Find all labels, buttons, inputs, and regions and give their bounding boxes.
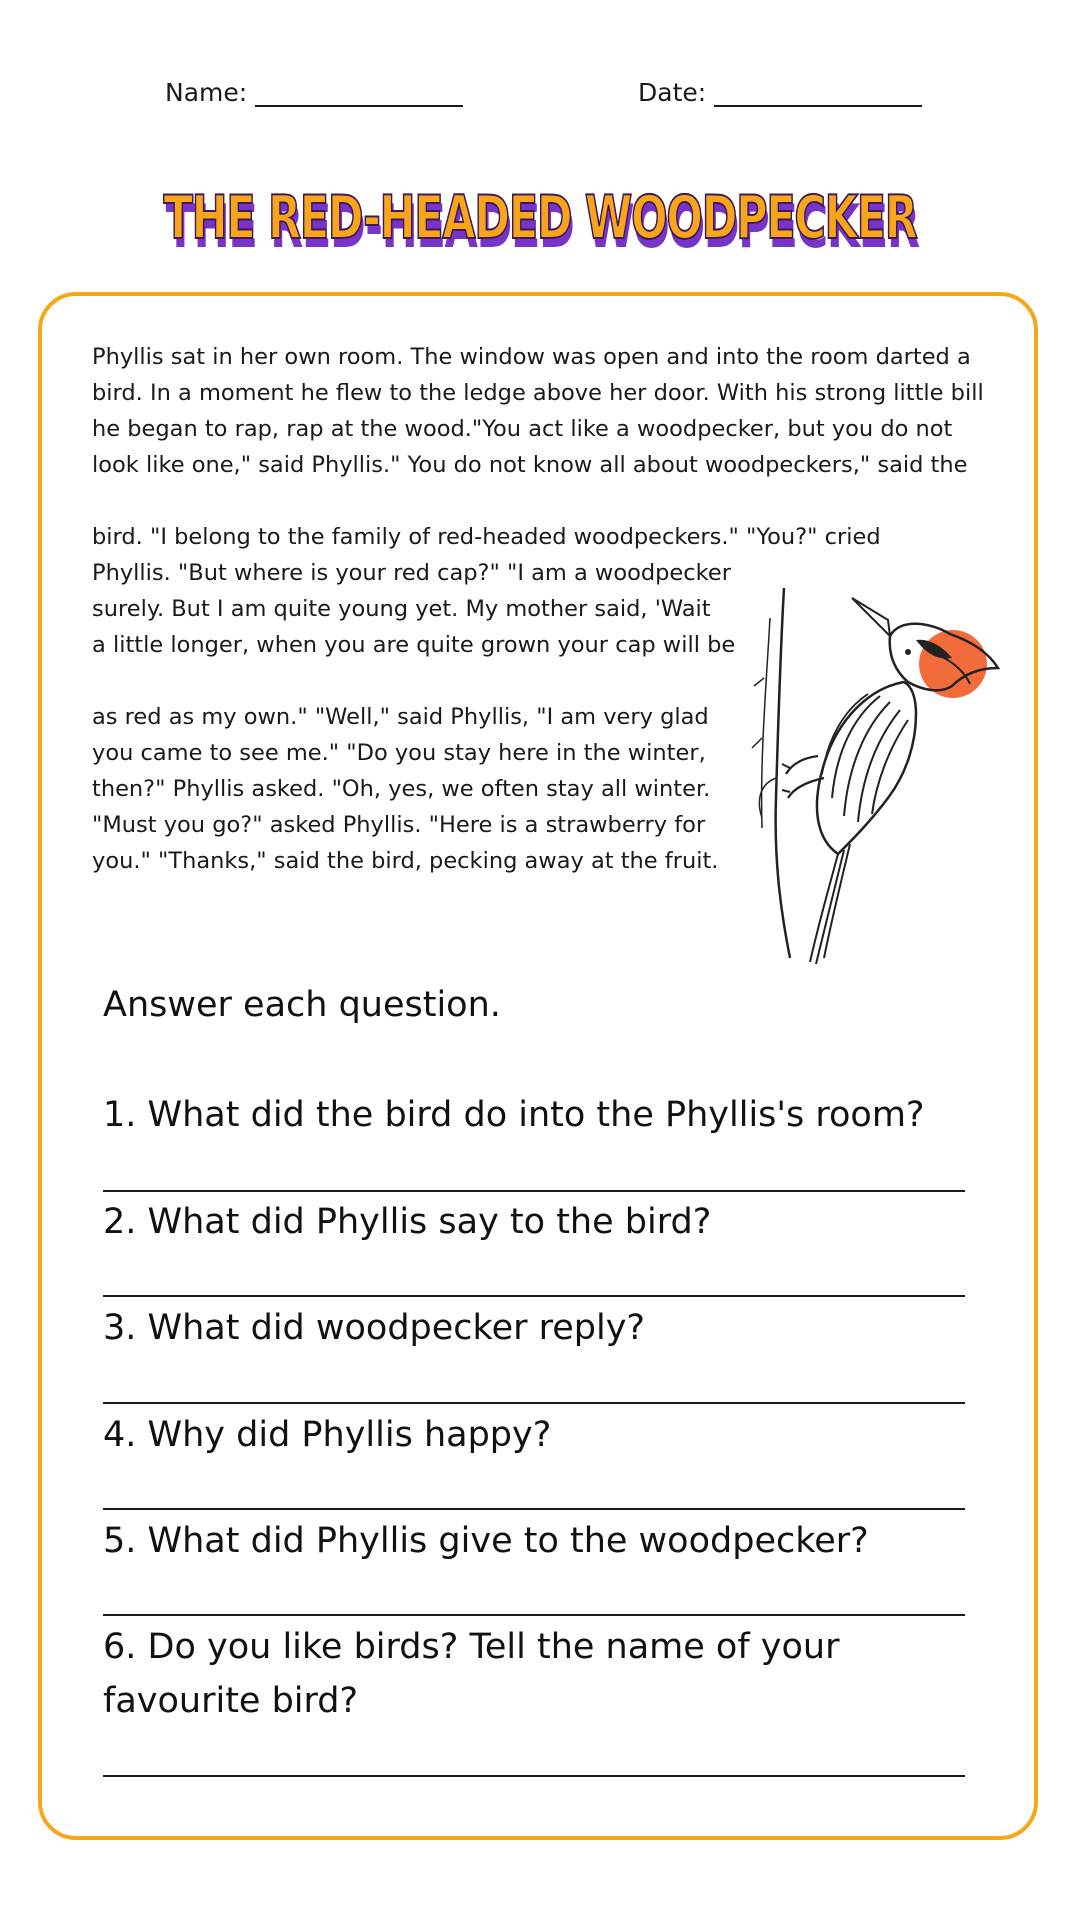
date-blank[interactable] bbox=[714, 79, 922, 107]
passage-paragraph-3 bbox=[92, 699, 718, 879]
date-label: Date: bbox=[638, 78, 707, 107]
date-field[interactable] bbox=[638, 78, 922, 107]
passage-line: bird. In a moment he flew to the ledge above her door. With his strong little bill bbox=[92, 380, 984, 406]
question-1: 1. What did the bird do into the Phyllis's room? bbox=[103, 1095, 925, 1135]
passage-line: as red as my own." "Well," said Phyllis, "I am very glad bbox=[92, 704, 709, 730]
question-2: 2. What did Phyllis say to the bird? bbox=[103, 1202, 712, 1242]
passage-line: then?" Phyllis asked. "Oh, yes, we often stay all winter. bbox=[92, 776, 711, 802]
worksheet-title: THE RED-HEADED WOODPECKER bbox=[163, 183, 917, 253]
passage-line: Phyllis sat in her own room. The window was open and into the room darted a bbox=[92, 344, 971, 370]
passage-line: a little longer, when you are quite grown your cap will be bbox=[92, 632, 736, 658]
woodpecker-icon bbox=[740, 578, 1010, 968]
answer-line-1[interactable] bbox=[103, 1190, 965, 1192]
passage-line: you came to see me." "Do you stay here in the winter, bbox=[92, 740, 706, 766]
passage-line: Phyllis. "But where is your red cap?" "I am a woodpecker bbox=[92, 560, 731, 586]
answer-line-4[interactable] bbox=[103, 1508, 965, 1510]
passage-line: "Must you go?" asked Phyllis. "Here is a strawberry for bbox=[92, 812, 706, 838]
question-4: 4. Why did Phyllis happy? bbox=[103, 1415, 552, 1455]
passage-line: look like one," said Phyllis." You do not know all about woodpeckers," said the bbox=[92, 452, 968, 478]
question-5: 5. What did Phyllis give to the woodpecker? bbox=[103, 1521, 869, 1561]
passage-line: surely. But I am quite young yet. My mother said, 'Wait bbox=[92, 596, 711, 622]
answer-line-3[interactable] bbox=[103, 1402, 965, 1404]
question-3: 3. What did woodpecker reply? bbox=[103, 1308, 646, 1348]
passage-paragraph-1 bbox=[92, 339, 984, 483]
name-label: Name: bbox=[165, 78, 248, 107]
questions-heading: Answer each question. bbox=[103, 985, 501, 1025]
passage-line: he began to rap, rap at the wood."You act like a woodpecker, but you do not bbox=[92, 416, 953, 442]
passage-line: you." "Thanks," said the bird, pecking away at the fruit. bbox=[92, 848, 719, 874]
answer-line-6[interactable] bbox=[103, 1775, 965, 1777]
name-blank[interactable] bbox=[255, 79, 463, 107]
question-6: 6. Do you like birds? Tell the name of your favourite bird? bbox=[103, 1627, 840, 1721]
name-field[interactable] bbox=[165, 78, 463, 107]
answer-line-5[interactable] bbox=[103, 1614, 965, 1616]
passage-line: bird. "I belong to the family of red-headed woodpeckers." "You?" cried bbox=[92, 524, 881, 550]
answer-line-2[interactable] bbox=[103, 1295, 965, 1297]
